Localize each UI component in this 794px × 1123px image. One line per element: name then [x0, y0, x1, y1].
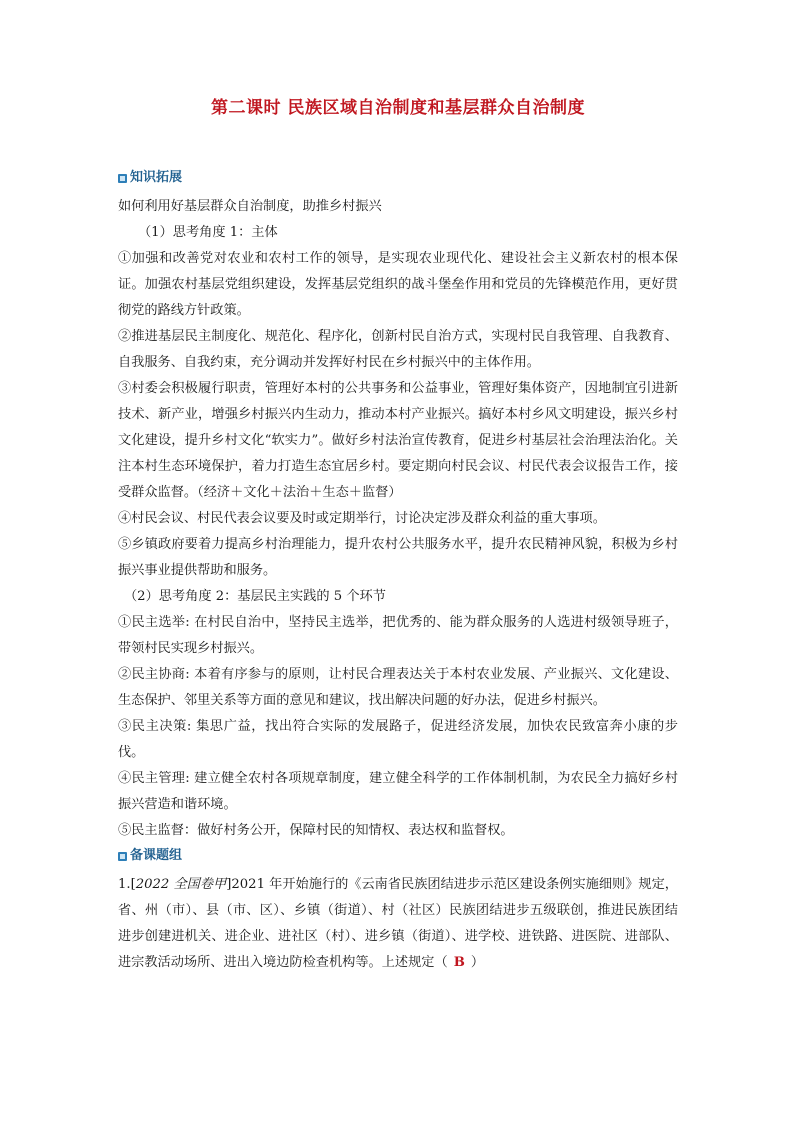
question-source: 2022 全国卷甲: [135, 877, 227, 892]
angle-2-item: ②民主协商: 本着有序参与的原则，让村民合理表达关于本村农业发展、产业振兴、文化建设、生态保护、邻里关系等方面的意见和建议，找出解决问题的好办法，促进乡村振兴。: [118, 667, 678, 708]
question-close: ）: [470, 955, 485, 970]
section-heading-label: 备课题组: [130, 848, 183, 863]
angle-2-item: ④民主管理: 建立健全农村各项规章制度，建立健全科学的工作体制机制，为农民全力搞好乡村振兴营造和谐环境。: [118, 771, 678, 812]
question-text: ]2021 年开始施行的《云南省民族团结进步示范区建设条例实施细则》规定，省、州（市）、县（市、区）、乡镇（街道）、村（社区）民族团结进步五级联创，推进民族团结进步创建进机关、进企业、进社区（村）、进乡镇（街道）、进学校、进铁路、进医院、进部队、进宗教活动场所、进出入境边防检查机构等。上述规定（: [118, 877, 678, 970]
angle-2-item: ③民主决策: 集思广益，找出符合实际的发展路子，促进经济发展，加快农民致富奔小康的步伐。: [118, 719, 678, 760]
question-1: [118, 872, 678, 976]
angle-1-item: ②推进基层民主制度化、规范化、程序化，创新村民自治方式，实现村民自我管理、自我教育、自我服务、自我约束，充分调动并发挥好村民在乡村振兴中的主体作用。: [118, 329, 678, 370]
section-marker-icon: [118, 852, 127, 861]
answer-choice: B: [453, 955, 465, 970]
angle-1-item: ⑤乡镇政府要着力提高乡村治理能力，提升农村公共服务水平，提升农民精神风貌，积极为乡村振兴事业提供帮助和服务。: [118, 537, 678, 578]
document-page: [118, 96, 678, 976]
section-marker-icon: [118, 174, 127, 183]
knowledge-intro: 如何利用好基层群众自治制度，助推乡村振兴: [118, 199, 382, 214]
section-heading-label: 知识拓展: [130, 170, 183, 185]
angle-1-item: ③村委会积极履行职责，管理好本村的公共事务和公益事业，管理好集体资产，因地制宜引进新技术、新产业，增强乡村振兴内生动力，推动本村产业振兴。搞好本村乡风文明建设，振兴乡村文化建设，提升乡村文化“软实力”。做好乡村法治宣传教育，促进乡村基层社会治理法治化。关注本村生态环境保护，着力打造生态宜居乡村。要定期向村民会议、村民代表会议报告工作，接受群众监督。（经济＋文化＋法治＋生态＋监督）: [118, 381, 678, 500]
angle-2-item: ⑤民主监督：做好村务公开，保障村民的知情权、表达权和监督权。: [118, 823, 514, 838]
question-number: 1.[: [118, 877, 136, 892]
section-heading-knowledge: [118, 168, 678, 188]
angle-2-item: ①民主选举: 在村民自治中，坚持民主选举，把优秀的、能为群众服务的人选进村级领导班子，带领村民实现乡村振兴。: [118, 615, 678, 656]
angle-1-item: ①加强和改善党对农业和农村工作的领导，是实现农业现代化、建设社会主义新农村的根本保证。加强农村基层党组织建设，发挥基层党组织的战斗堡垒作用和党员的先锋模范作用，更好贯彻党的路线方针政策。: [118, 251, 678, 318]
angle-2-heading: （2）思考角度 2：基层民主实践的 5 个环节: [124, 589, 386, 604]
section-heading-problems: [118, 846, 678, 866]
angle-1-item: ④村民会议、村民代表会议要及时或定期举行，讨论决定涉及群众利益的重大事项。: [118, 511, 606, 526]
angle-1-heading: （1）思考角度 1：主体: [138, 225, 278, 240]
page-title: 第二课时 民族区域自治制度和基层群众自治制度: [211, 98, 585, 118]
